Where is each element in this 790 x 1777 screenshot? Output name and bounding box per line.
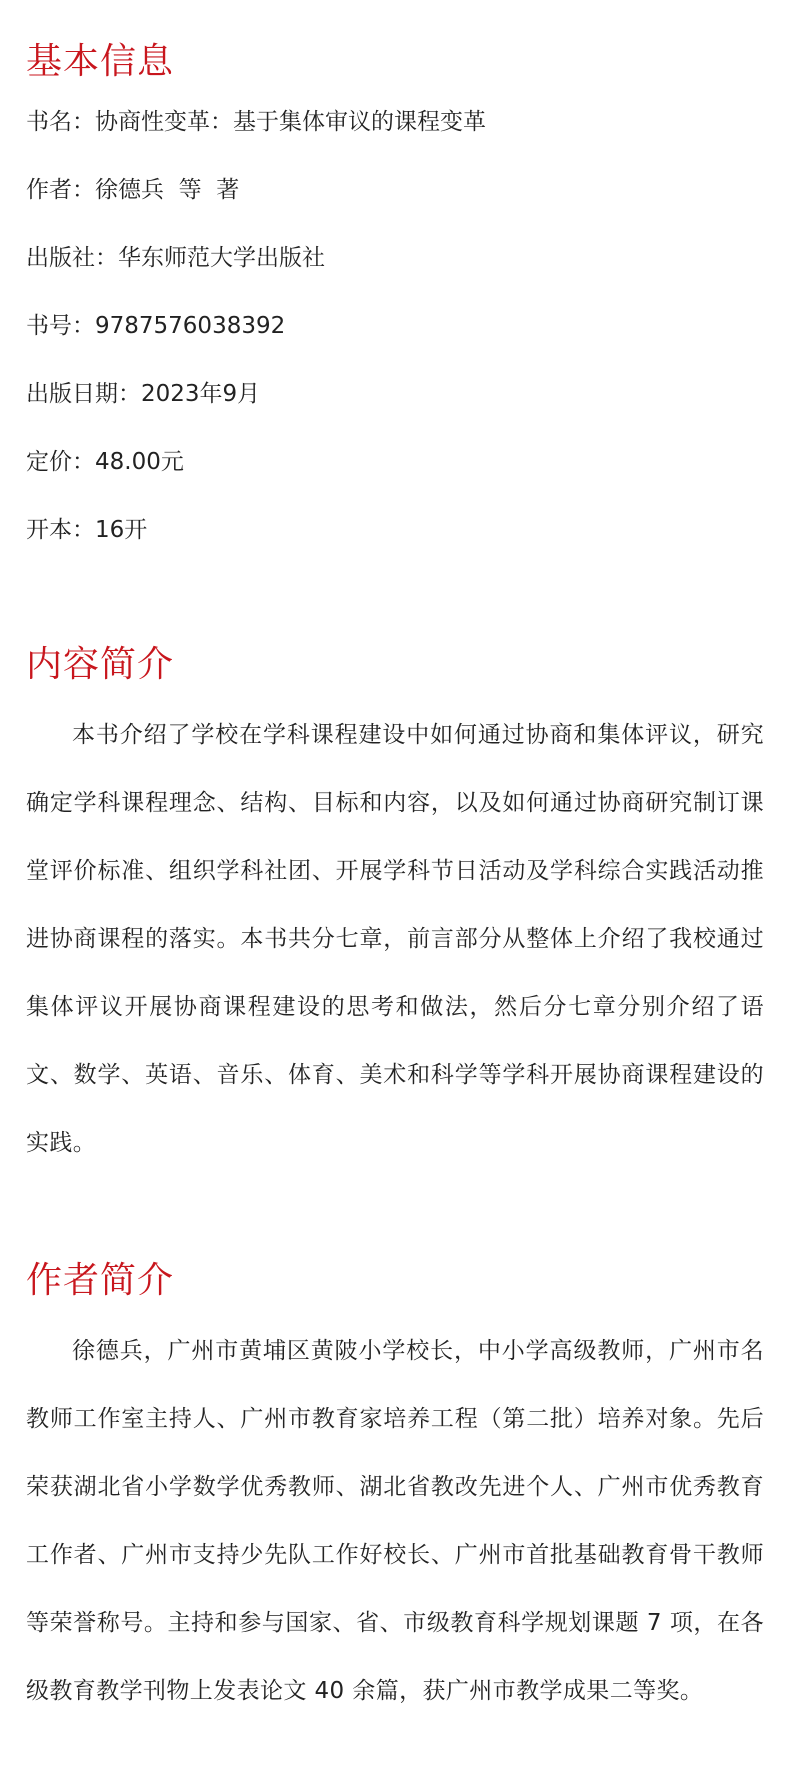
- basic-info-heading: 基本信息: [26, 41, 175, 82]
- info-publish-date: [26, 379, 764, 409]
- content-summary-section: [26, 641, 764, 1177]
- info-isbn: [26, 311, 764, 341]
- info-author: [26, 175, 764, 205]
- info-value: 16开: [95, 517, 148, 543]
- content-summary-heading: 内容简介: [26, 644, 175, 685]
- info-value: 协商性变革：基于集体审议的课程变革: [95, 109, 486, 135]
- info-value: 徐德兵 等 著: [95, 177, 240, 203]
- basic-info-section: [26, 0, 764, 545]
- info-label: 出版社：: [26, 245, 118, 271]
- author-intro-heading: 作者简介: [26, 1260, 175, 1301]
- author-intro-text: 徐德兵，广州市黄埔区黄陂小学校长，中小学高级教师，广州市名教师工作室主持人、广州市教育家培养工程（第二批）培养对象。先后荣获湖北省小学数学优秀教师、湖北省教改先进个人、广州市优秀教育工作者、广州市支持少先队工作好校长、广州市首批基础教育骨干教师等荣誉称号。主持和参与国家、省、市级教育科学规划课题 7 项，在各级教育教学刊物上发表论文 40 余篇，获广州市教学成果二等奖。: [26, 1338, 764, 1704]
- info-value: 华东师范大学出版社: [118, 245, 325, 271]
- info-label: 出版日期：: [26, 381, 141, 407]
- info-label: 书号：: [26, 313, 95, 339]
- info-price: [26, 447, 764, 477]
- content-summary-text: 本书介绍了学校在学科课程建设中如何通过协商和集体评议，研究确定学科课程理念、结构、目标和内容，以及如何通过协商研究制订课堂评价标准、组织学科社团、开展学科节日活动及学科综合实践活动推进协商课程的落实。本书共分七章，前言部分从整体上介绍了我校通过集体评议开展协商课程建设的思考和做法，然后分七章分别介绍了语文、数学、英语、音乐、体育、美术和科学等学科开展协商课程建设的实践。: [26, 722, 764, 1156]
- author-intro-section: [26, 1257, 764, 1725]
- info-label: 开本：: [26, 517, 95, 543]
- info-value: 48.00元: [95, 449, 184, 475]
- info-publisher: [26, 243, 764, 273]
- basic-info-list: [26, 107, 764, 545]
- info-book-title: [26, 107, 764, 137]
- info-value: 2023年9月: [141, 381, 261, 407]
- info-format: [26, 515, 764, 545]
- info-label: 作者：: [26, 177, 95, 203]
- info-label: 定价：: [26, 449, 95, 475]
- info-value: 9787576038392: [95, 313, 286, 339]
- info-label: 书名：: [26, 109, 95, 135]
